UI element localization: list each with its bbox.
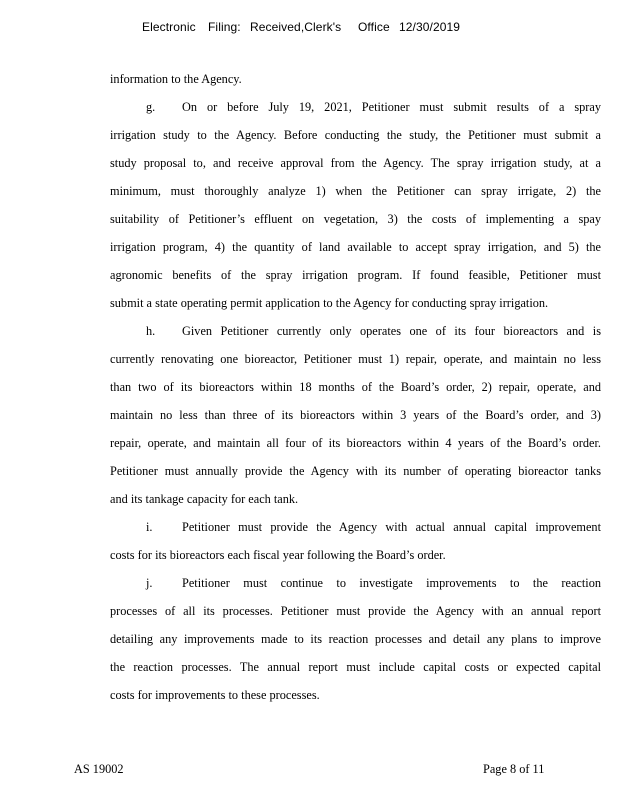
text-line: irrigation program, 4) the quantity of land available to accept spray irrigation, and 5) the	[110, 240, 601, 254]
text-line: irrigation study to the Agency. Before conducting the study, the Petitioner must submit a	[110, 128, 601, 142]
text-line: repair, operate, and maintain all four of its bioreactors within 4 years of the Board’s order.	[110, 436, 601, 450]
header-date: 12/30/2019	[399, 20, 461, 34]
filing-stamp-header	[142, 20, 460, 34]
text-line: than two of its bioreactors within 18 months of the Board’s order, 2) repair, operate, and	[110, 380, 601, 394]
text-line: processes of all its processes. Petitioner must provide the Agency with an annual report	[110, 604, 601, 618]
text-line: maintain no less than three of its bioreactors within 3 years of the Board’s order, and 3)	[110, 408, 601, 422]
text-line: the reaction processes. The annual report must include capital costs or expected capital	[110, 660, 601, 674]
text-line: information to the Agency.	[110, 72, 242, 86]
text-line: Petitioner must provide the Agency with actual annual capital improvement	[182, 520, 601, 534]
header-received: Received,Clerk's	[250, 20, 342, 34]
text-line: currently renovating one bioreactor, Petitioner must 1) repair, operate, and maintain no less	[110, 352, 601, 366]
text-line: costs for its bioreactors each fiscal year following the Board’s order.	[110, 548, 446, 562]
text-line: costs for improvements to these processes.	[110, 688, 320, 702]
item-marker-i: i.	[146, 520, 153, 534]
text-line: Given Petitioner currently only operates one of its four bioreactors and is	[182, 324, 601, 338]
text-line: detailing any improvements made to its reaction processes and detail any plans to improve	[110, 632, 601, 646]
footer-docket-number: AS 19002	[74, 762, 124, 776]
text-line: suitability of Petitioner’s effluent on vegetation, 3) the costs of implementing a spay	[110, 212, 601, 226]
text-line: submit a state operating permit application to the Agency for conducting spray irrigation.	[110, 296, 549, 310]
item-marker-j: j.	[146, 576, 153, 590]
text-line: minimum, must thoroughly analyze 1) when the Petitioner can spray irrigate, 2) the	[110, 184, 601, 198]
text-line: Petitioner must annually provide the Agency with its number of operating bioreactor tanks	[110, 464, 601, 478]
header-electronic: Electronic	[142, 20, 196, 34]
footer-page-number: Page 8 of 11	[483, 762, 545, 776]
item-marker-h: h.	[146, 324, 156, 338]
text-line: study proposal to, and receive approval from the Agency. The spray irrigation study, at a	[110, 156, 601, 170]
header-office: Office	[358, 20, 390, 34]
text-line: Petitioner must continue to investigate improvements to the reaction	[182, 576, 601, 590]
text-line: agronomic benefits of the spray irrigation program. If found feasible, Petitioner must	[110, 268, 601, 282]
item-marker-g: g.	[146, 100, 156, 114]
header-filing: Filing:	[208, 20, 241, 34]
text-line: and its tankage capacity for each tank.	[110, 492, 299, 506]
text-line: On or before July 19, 2021, Petitioner must submit results of a spray	[182, 100, 601, 114]
